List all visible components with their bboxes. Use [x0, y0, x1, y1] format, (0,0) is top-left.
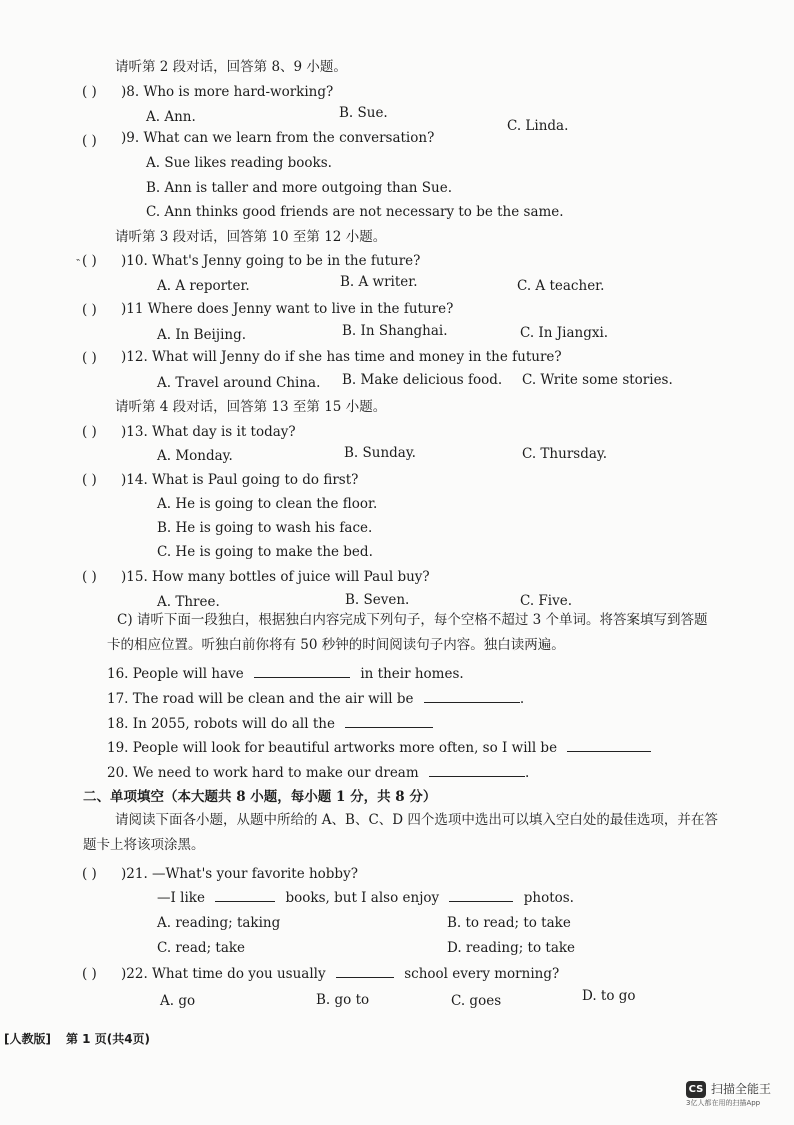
section-2-instructions: 请阅读下面各小题，从题中所给的 A、B、C、D 四个选项中选出可以填入空白处的最佳选项，并在答题卡上将该项涂黑。	[83, 812, 718, 853]
question-14-stem: )14. What is Paul going to do first?	[121, 472, 359, 488]
answer-bracket: ( )	[82, 866, 97, 882]
question-8-option-a: A. Ann.	[146, 109, 196, 125]
question-21-option-d: D. reading; to take	[447, 940, 576, 956]
question-21-line2	[157, 889, 574, 907]
question-15-option-a: A. Three.	[157, 594, 220, 610]
question-9-stem: )9. What can we learn from the conversation?	[121, 130, 435, 146]
question-21-option-b: B. to read; to take	[447, 915, 571, 931]
question-22-stem	[121, 965, 559, 983]
fill-question-19-text-a: 19. People will look for beautiful artworks more often, so I will be	[107, 740, 558, 756]
question-11-option-b: B. In Shanghai.	[342, 323, 448, 339]
fill-question-18-text-a: 18. In 2055, robots will do all the	[107, 716, 335, 732]
answer-blank	[449, 889, 513, 902]
fill-question-17-text-b: .	[519, 691, 525, 707]
answer-bracket: ( )	[82, 253, 97, 269]
question-11-stem: )11 Where does Jenny want to live in the future?	[121, 301, 454, 317]
question-13-option-a: A. Monday.	[157, 448, 233, 464]
answer-blank	[336, 965, 394, 978]
answer-bracket: ( )	[82, 350, 97, 366]
fill-question-20	[107, 764, 529, 782]
fill-question-20-text-b: .	[524, 765, 530, 781]
fill-question-16-text-b: in their homes.	[360, 666, 464, 682]
question-11-option-a: A. In Beijing.	[157, 327, 247, 343]
watermark-brand: 扫描全能王	[711, 1082, 772, 1096]
fill-question-16-text-a: 16. People will have	[107, 666, 244, 682]
fill-question-16	[107, 665, 464, 683]
question-13-option-c: C. Thursday.	[522, 446, 608, 462]
answer-blank	[567, 739, 651, 752]
question-22-option-a: A. go	[160, 993, 196, 1009]
question-22-option-d: D. to go	[582, 988, 636, 1004]
fill-question-19	[107, 739, 651, 757]
question-22-text-b: school every morning?	[404, 966, 560, 982]
question-10-stem: )10. What's Jenny going to be in the future?	[121, 253, 421, 269]
footer-page-number: 第 1 页(共4页)	[66, 1032, 151, 1046]
question-9-option-a: A. Sue likes reading books.	[146, 155, 332, 171]
section-header-part3: 请听第 3 段对话，回答第 10 至第 12 小题。	[115, 229, 387, 245]
fill-question-20-text-a: 20. We need to work hard to make our dream	[107, 765, 419, 781]
question-11-option-c: C. In Jiangxi.	[520, 325, 609, 341]
answer-blank	[424, 690, 520, 703]
section-header-part4: 请听第 4 段对话，回答第 13 至第 15 小题。	[115, 399, 387, 415]
section-header-part2: 请听第 2 段对话，回答第 8、9 小题。	[115, 59, 347, 75]
camscanner-logo: CS	[686, 1081, 706, 1098]
answer-blank	[215, 889, 275, 902]
question-10-option-b: B. A writer.	[340, 274, 418, 290]
question-21-text-b: books, but I also enjoy	[285, 890, 440, 906]
answer-bracket: ( )	[82, 302, 97, 318]
question-13-option-b: B. Sunday.	[344, 445, 416, 461]
answer-bracket: ( )	[82, 424, 97, 440]
answer-bracket: ( )	[82, 569, 97, 585]
answer-bracket: ( )	[82, 966, 97, 982]
question-21-line1: )21. —What's your favorite hobby?	[121, 866, 358, 882]
answer-blank	[254, 665, 350, 678]
answer-blank	[429, 764, 525, 777]
question-13-stem: )13. What day is it today?	[121, 424, 296, 440]
question-12-option-a: A. Travel around China.	[157, 375, 321, 391]
question-9-option-b: B. Ann is taller and more outgoing than Sue.	[146, 180, 452, 196]
question-15-option-b: B. Seven.	[345, 592, 410, 608]
question-21-option-c: C. read; take	[157, 940, 246, 956]
question-15-option-c: C. Five.	[520, 593, 573, 609]
question-12-option-b: B. Make delicious food.	[342, 372, 503, 388]
fill-question-17-text-a: 17. The road will be clean and the air will be	[107, 691, 414, 707]
question-9-option-c: C. Ann thinks good friends are not necessary to be the same.	[146, 204, 564, 220]
question-14-option-b: B. He is going to wash his face.	[157, 520, 373, 536]
question-22-option-b: B. go to	[316, 992, 370, 1008]
fill-question-18	[107, 715, 433, 733]
question-22-option-c: C. goes	[451, 993, 502, 1009]
question-12-stem: )12. What will Jenny do if she has time and money in the future?	[121, 349, 562, 365]
question-10-option-c: C. A teacher.	[517, 278, 605, 294]
watermark-slogan: 3亿人都在用的扫描App	[686, 1099, 761, 1107]
question-14-option-c: C. He is going to make the bed.	[157, 544, 373, 560]
section-c-instructions: C) 请听下面一段独白，根据独白内容完成下列句子，每个空格不超过 3 个单词。将答案填写到答题卡的相应位置。听独白前你将有 50 秒钟的时间阅读句子内容。独白读两遍。	[107, 612, 708, 653]
answer-bracket: ( )	[82, 84, 97, 100]
question-12-option-c: C. Write some stories.	[522, 372, 673, 388]
answer-bracket: ( )	[82, 133, 97, 149]
question-21-text-a: —I like	[157, 890, 205, 906]
question-15-stem: )15. How many bottles of juice will Paul buy?	[121, 569, 430, 585]
question-21-option-a: A. reading; taking	[157, 915, 281, 931]
question-8-option-b: B. Sue.	[339, 105, 388, 121]
question-8-option-c: C. Linda.	[507, 118, 569, 134]
question-14-option-a: A. He is going to clean the floor.	[157, 496, 378, 512]
pen-mark: ‶	[76, 257, 81, 270]
question-21-text-c: photos.	[523, 890, 574, 906]
answer-bracket: ( )	[82, 472, 97, 488]
section-2-title: 二、单项填空（本大题共 8 小题，每小题 1 分，共 8 分）	[83, 789, 437, 805]
footer-edition: [人教版]	[4, 1032, 51, 1046]
question-10-option-a: A. A reporter.	[157, 278, 250, 294]
question-22-text-a: )22. What time do you usually	[121, 966, 326, 982]
fill-question-17	[107, 690, 524, 708]
question-8-stem: )8. Who is more hard-working?	[121, 84, 334, 100]
answer-blank	[345, 715, 433, 728]
